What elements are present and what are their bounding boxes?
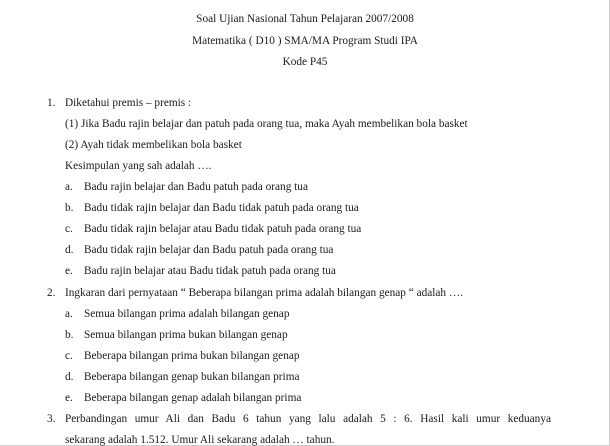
option-label: d. bbox=[65, 244, 74, 256]
premise-2: (2) Ayah tidak membelikan bola basket bbox=[65, 139, 242, 151]
header-line-1: Soal Ujian Nasional Tahun Pelajaran 2007/2008 bbox=[196, 13, 414, 25]
option-text: Badu rajin belajar dan Badu patuh pada orang tua bbox=[84, 181, 308, 193]
question-stem-line-2: sekarang adalah 1.512. Umur Ali sekarang adalah … tahun. bbox=[65, 434, 335, 446]
option-text: Badu tidak rajin belajar dan Badu patuh pada orang tua bbox=[84, 244, 334, 256]
option-label: b. bbox=[65, 202, 74, 214]
question-number: 3. bbox=[47, 413, 56, 425]
header-line-3: Kode P45 bbox=[282, 56, 328, 68]
option-text: Badu rajin belajar atau Badu tidak patuh pada orang tua bbox=[84, 265, 336, 277]
option-text: Semua bilangan prima bukan bilangan genap bbox=[84, 329, 288, 341]
option-label: b. bbox=[65, 329, 74, 341]
option-label: a. bbox=[65, 181, 73, 193]
question-number: 1. bbox=[47, 97, 56, 109]
header-line-2: Matematika ( D10 ) SMA/MA Program Studi IPA bbox=[192, 35, 418, 47]
option-text: Beberapa bilangan genap bukan bilangan prima bbox=[84, 371, 300, 383]
question-prompt: Kesimpulan yang sah adalah …. bbox=[65, 160, 212, 172]
question-stem: Ingkaran dari pernyataan “ Beberapa bilangan prima adalah bilangan genap “ adalah …. bbox=[65, 287, 464, 299]
question-stem-line-1: Perbandingan umur Ali dan Badu 6 tahun yang lalu adalah 5 : 6. Hasil kali umur keduanya bbox=[65, 413, 551, 425]
question-stem: Diketahui premis – premis : bbox=[65, 97, 192, 109]
option-text: Semua bilangan prima adalah bilangan genap bbox=[84, 308, 290, 320]
question-number: 2. bbox=[47, 287, 56, 299]
option-text: Badu tidak rajin belajar dan Badu tidak patuh pada orang tua bbox=[84, 202, 359, 214]
option-text: Beberapa bilangan genap adalah bilangan prima bbox=[84, 392, 302, 404]
option-label: e. bbox=[65, 392, 73, 404]
option-label: c. bbox=[65, 350, 73, 362]
option-text: Badu tidak rajin belajar atau Badu tidak patuh pada orang tua bbox=[84, 223, 362, 235]
option-label: a. bbox=[65, 308, 73, 320]
option-label: e. bbox=[65, 265, 73, 277]
premise-1: (1) Jika Badu rajin belajar dan patuh pada orang tua, maka Ayah membelikan bola basket bbox=[65, 118, 468, 130]
option-text: Beberapa bilangan prima bukan bilangan genap bbox=[84, 350, 300, 362]
option-label: d. bbox=[65, 371, 74, 383]
option-label: c. bbox=[65, 223, 73, 235]
